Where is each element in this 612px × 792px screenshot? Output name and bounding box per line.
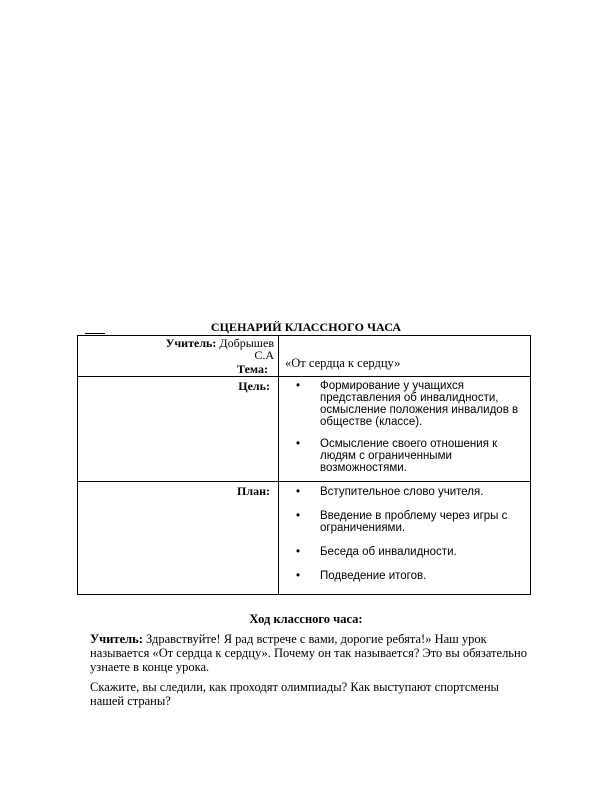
bullet-icon: • — [296, 546, 301, 558]
table-top-divider — [85, 333, 105, 334]
plan-label: План: — [237, 484, 270, 498]
list-item: • Осмысление своего отношения к людям с ограниченными возможностями. — [296, 438, 498, 474]
goal-label: Цель: — [238, 379, 270, 393]
plan-list — [285, 486, 525, 594]
teacher-name: Добрышев — [219, 336, 274, 350]
section-heading: Ход классного часа: — [249, 612, 363, 626]
table-bottom-divider — [77, 594, 280, 595]
table-row-divider-2 — [77, 481, 531, 482]
list-item: • Формирование у учащихся представления об инвалидности, осмысление положения инвалидов в обществе (классе). — [296, 380, 519, 428]
bullet-icon: • — [296, 438, 301, 450]
document-title: СЦЕНАРИЙ КЛАССНОГО ЧАСА — [210, 320, 402, 334]
paragraph-teacher — [90, 632, 530, 674]
paragraph-text: Здравствуйте! Я рад встрече с вами, дорогие ребята!» Наш урок называется «От сердца к сердцу». Почему он так называется? Это вы обязательно узнаете в конце урока. — [90, 632, 527, 674]
bullet-icon: • — [296, 570, 301, 582]
topic-value: «От сердца к сердцу» — [285, 356, 401, 370]
list-item: • Вступительное слово учителя. — [296, 486, 484, 498]
bullet-icon: • — [296, 510, 301, 522]
goal-list — [285, 380, 525, 474]
list-item: • Беседа об инвалидности. — [296, 546, 457, 558]
bullet-icon: • — [296, 486, 301, 498]
table-column-divider — [278, 335, 279, 595]
paragraph-question: Скажите, вы следили, как проходят олимпиады? Как выступают спортсмены нашей страны? — [90, 680, 499, 708]
list-item: • Подведение итогов. — [296, 570, 427, 582]
list-item: • Введение в проблему через игры с ограничениями. — [296, 510, 508, 534]
topic-label: Тема: — [237, 362, 268, 376]
table-row-divider-1 — [77, 376, 531, 377]
bullet-icon: • — [296, 380, 301, 392]
teacher-label: Учитель: — [165, 336, 217, 350]
teacher-initials: С.А — [254, 348, 274, 362]
speaker-label: Учитель: — [90, 632, 143, 646]
